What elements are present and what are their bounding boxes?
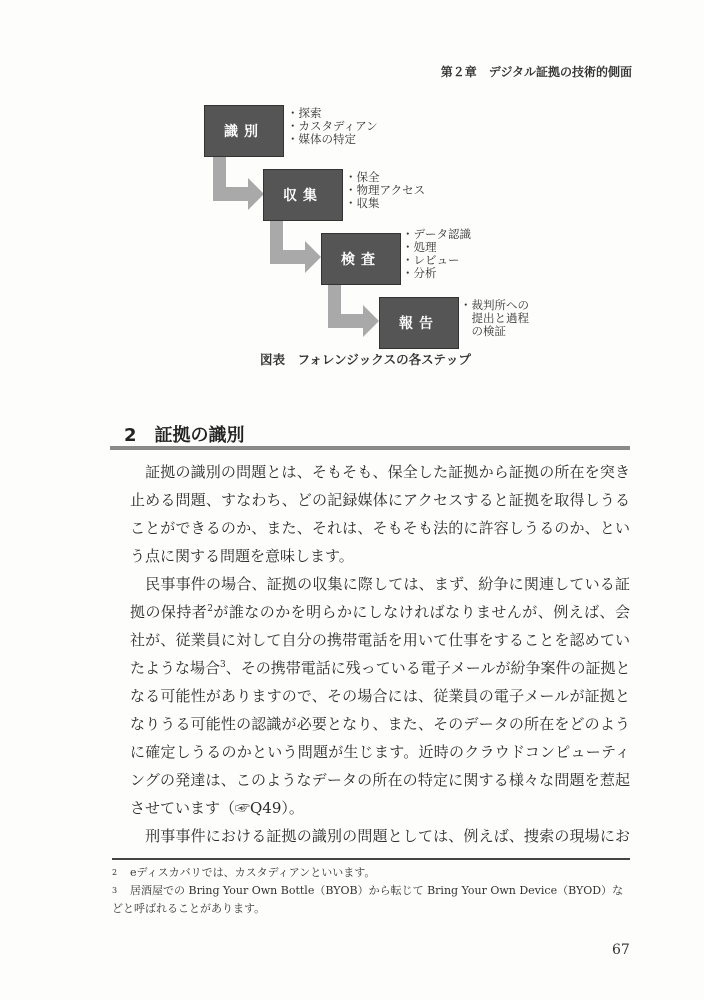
running-header: 第２章 デジタル証拠の技術的側面 <box>440 65 632 79</box>
page-number: 67 <box>612 942 630 958</box>
step-box-reporting: 報告 <box>379 297 459 349</box>
text-segment: 民事事件の場合、証拠の収集に際しては、まず、紛争に関連している証 <box>130 575 630 593</box>
step-item: ・処理 <box>402 240 437 254</box>
footnote-ref: 3 <box>220 660 226 670</box>
figure-caption: 図表 フォレンジックスの各ステップ <box>260 352 471 367</box>
step-items <box>345 171 425 210</box>
footnote-number: 2 <box>112 868 118 877</box>
text-segment: ングの発達は、このようなデータの所在の特定に関する様々な問題を惹起 <box>130 771 630 789</box>
arrow-2 <box>270 218 321 273</box>
arrow-3 <box>328 282 379 337</box>
text-line <box>130 626 630 654</box>
text-segment: う点に関する問題を意味します。 <box>130 547 354 565</box>
step-item: ・収集 <box>345 196 380 210</box>
text-segment: ことができるのか、また、それは、そもそも法的に許容しうるのか、とい <box>130 519 630 537</box>
footnote <box>112 882 630 918</box>
step-items <box>287 107 378 146</box>
section-heading <box>124 421 245 447</box>
step-item: 提出と過程 <box>460 311 529 325</box>
text-line <box>130 822 630 850</box>
step-item: ・保全 <box>345 170 380 184</box>
text-line <box>130 682 630 710</box>
text-line <box>130 486 630 514</box>
footnote-rule <box>112 858 630 860</box>
text-segment: に確定しうるのかという問題が生じます。近時のクラウドコンピューティ <box>130 743 630 761</box>
text-segment: 刑事事件における証拠の識別の問題としては、例えば、捜索の現場にお <box>130 827 630 845</box>
text-line <box>130 766 630 794</box>
text-segment: 社が、従業員に対して自分の携帯電話を用いて仕事をすることを認めてい <box>130 631 630 649</box>
step-item: の検証 <box>460 324 506 338</box>
step-items <box>402 228 471 280</box>
step-item: ・媒体の特定 <box>287 132 356 146</box>
footnote-ref: 2 <box>207 604 213 614</box>
step-item: ・レビュー <box>402 253 460 267</box>
text-line <box>130 542 630 570</box>
step-box-examination: 検査 <box>321 233 401 285</box>
text-segment: 止める問題、すなわち、どの記録媒体にアクセスすると証拠を取得しうる <box>130 491 630 509</box>
section-rule <box>110 446 630 450</box>
text-line <box>130 514 630 542</box>
text-line <box>130 458 630 486</box>
section-number: 2 <box>124 425 137 446</box>
text-line <box>130 570 630 598</box>
text-segment: なる可能性がありますので、その場合には、従業員の電子メールが証拠と <box>130 687 630 705</box>
text-segment: させています（☞Q49）。 <box>130 799 304 817</box>
step-item: ・物理アクセス <box>345 183 426 197</box>
step-box-identification: 識別 <box>204 105 284 157</box>
text-segment: 拠の保持者 <box>130 603 208 621</box>
text-segment: 、その携帯電話に残っている電子メールが紛争案件の証拠と <box>225 659 631 677</box>
text-segment: たような場合 <box>130 659 221 677</box>
step-items <box>460 299 529 338</box>
footnote <box>112 864 630 882</box>
footnote-number: 3 <box>112 886 118 895</box>
footnote-text: eディスカバリでは、カスタディアンといいます。 <box>130 866 376 879</box>
step-item: ・カスタディアン <box>287 119 378 133</box>
text-line <box>130 738 630 766</box>
text-line <box>130 794 630 822</box>
section-title: 証拠の識別 <box>154 425 245 446</box>
text-line <box>130 710 630 738</box>
step-item: ・分析 <box>402 266 437 280</box>
text-line <box>130 654 630 682</box>
text-segment: 証拠の識別の問題とは、そもそも、保全した証拠から証拠の所在を突き <box>130 463 630 481</box>
arrow-1 <box>213 155 264 210</box>
footnote-text: 居酒屋での Bring Your Own Bottle（BYOB）から転じて Bring Your Own Device（BYOD）などと呼ばれることがあります。 <box>112 884 624 915</box>
step-item: ・裁判所への <box>460 298 529 312</box>
step-box-collection: 収集 <box>263 169 343 221</box>
text-segment: なりうる可能性の認識が必要となり、また、そのデータの所在をどのよう <box>130 715 630 733</box>
step-item: ・探索 <box>287 106 322 120</box>
text-segment: が誰なのかを明らかにしなければなりませんが、例えば、会 <box>212 603 630 621</box>
text-line <box>130 598 630 626</box>
body-text <box>130 458 630 850</box>
step-item: ・データ認識 <box>402 227 471 241</box>
